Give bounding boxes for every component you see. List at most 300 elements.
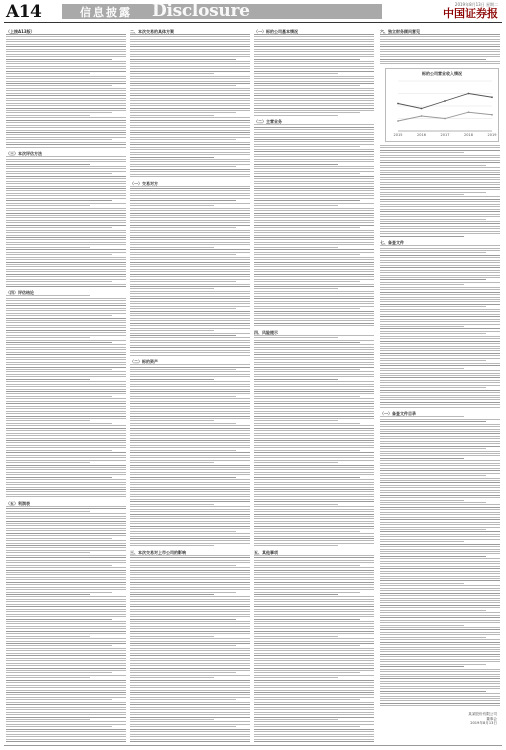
- text-line: [6, 734, 126, 735]
- text-line: [6, 729, 126, 730]
- text-line: [254, 237, 374, 238]
- text-line: [6, 685, 126, 686]
- text-line: [380, 377, 500, 378]
- text-line: [380, 324, 500, 325]
- text-line: [254, 707, 374, 708]
- text-line: [130, 709, 250, 710]
- text-line: [6, 362, 126, 363]
- text-line: [130, 721, 250, 722]
- text-line: [254, 509, 374, 510]
- text-line: [254, 293, 374, 294]
- text-line: [380, 314, 500, 315]
- text-line: [380, 546, 500, 547]
- text-line: [380, 223, 500, 224]
- text-line: [254, 391, 374, 392]
- text-line: [254, 239, 374, 240]
- text-line: [6, 401, 126, 402]
- text-line: [6, 220, 126, 221]
- text-line: [6, 672, 112, 673]
- text-line: [6, 494, 126, 495]
- text-line: [380, 328, 500, 329]
- text-line: [6, 122, 126, 123]
- text-line: [130, 73, 214, 74]
- text-line: [254, 342, 360, 343]
- text-line: [130, 672, 236, 673]
- text-line: [6, 313, 126, 314]
- text-line: [130, 130, 250, 131]
- text-line: [130, 719, 214, 720]
- text-line: [130, 161, 250, 162]
- text-line: [380, 275, 500, 276]
- text-line: [254, 144, 374, 145]
- text-line: [130, 239, 250, 240]
- text-line: [130, 621, 250, 622]
- text-line: [130, 577, 250, 578]
- text-line: [254, 103, 374, 104]
- text-line: [254, 178, 374, 179]
- text-line: [130, 279, 250, 280]
- text-line: [130, 291, 250, 292]
- text-line: [254, 68, 374, 69]
- text-line: [6, 616, 126, 617]
- text-line: [130, 628, 250, 629]
- data-point: [421, 108, 423, 110]
- text-line: [254, 247, 338, 248]
- text-line: [6, 36, 126, 37]
- text-line: [254, 447, 374, 448]
- text-line: [254, 132, 374, 133]
- text-line: [6, 144, 126, 145]
- text-line: [380, 331, 500, 332]
- text-line: [130, 460, 250, 461]
- text-line: [130, 120, 250, 121]
- line-chart: [385, 68, 499, 142]
- text-line: [130, 717, 250, 718]
- text-line: [6, 482, 126, 483]
- text-line: [380, 404, 500, 405]
- text-line: [254, 115, 338, 116]
- text-line: [130, 88, 250, 89]
- text-line: [380, 490, 500, 491]
- text-line: [6, 205, 90, 206]
- text-line: [254, 641, 374, 642]
- text-line: [130, 127, 250, 128]
- text-line: [380, 541, 464, 542]
- text-line: [254, 670, 374, 671]
- text-line: [130, 333, 250, 334]
- text-line: [380, 214, 500, 215]
- text-line: [254, 734, 374, 735]
- text-line: [6, 606, 126, 607]
- text-line: [6, 41, 126, 42]
- text-line: [254, 445, 374, 446]
- text-line: [254, 487, 374, 488]
- text-line: [130, 702, 250, 703]
- text-line: [130, 631, 250, 632]
- text-line: [254, 717, 374, 718]
- chart-plot: [386, 69, 498, 141]
- text-line: [254, 110, 374, 111]
- text-line: [254, 188, 374, 189]
- text-line: [254, 34, 374, 35]
- text-line: [380, 458, 464, 459]
- text-line: [254, 609, 374, 610]
- text-line: [254, 176, 374, 177]
- text-line: [380, 637, 486, 638]
- text-line: [130, 653, 250, 654]
- text-line: [254, 611, 374, 612]
- text-line: [380, 292, 500, 293]
- text-line: [254, 335, 374, 336]
- text-line: [380, 49, 500, 50]
- text-line: [254, 281, 360, 282]
- text-line: [130, 557, 250, 558]
- text-line: [254, 741, 374, 742]
- text-line: [254, 709, 374, 710]
- text-line: [254, 139, 374, 140]
- text-line: [130, 274, 250, 275]
- text-line: [6, 54, 126, 55]
- text-line: [6, 489, 126, 490]
- text-line: [380, 507, 500, 508]
- text-line: [130, 384, 250, 385]
- text-line: [6, 217, 126, 218]
- text-line: [130, 352, 250, 353]
- text-line: [6, 381, 126, 382]
- text-line: [254, 428, 374, 429]
- text-line: [380, 226, 500, 227]
- text-line: [6, 428, 126, 429]
- text-line: [380, 299, 500, 300]
- text-line: [380, 282, 500, 283]
- text-line: [254, 699, 360, 700]
- text-line: [130, 579, 250, 580]
- text-line: [380, 602, 500, 603]
- text-line: [254, 430, 374, 431]
- text-line: [6, 623, 126, 624]
- text-line: [254, 257, 374, 258]
- text-line: [6, 460, 126, 461]
- text-line: [130, 570, 250, 571]
- text-line: [130, 195, 250, 196]
- text-line: [130, 489, 250, 490]
- text-line: [380, 343, 500, 344]
- text-line: [130, 406, 250, 407]
- text-line: [130, 115, 214, 116]
- text-line: [130, 396, 236, 397]
- text-line: [6, 181, 126, 182]
- text-line: [130, 264, 250, 265]
- text-line: [130, 712, 250, 713]
- text-line: [254, 574, 374, 575]
- text-line: [6, 712, 126, 713]
- text-line: [254, 633, 374, 634]
- text-line: [380, 514, 500, 515]
- text-line: [130, 139, 236, 140]
- text-line: [254, 190, 374, 191]
- text-line: [254, 286, 374, 287]
- text-line: [6, 349, 126, 350]
- text-line: [254, 325, 374, 326]
- text-line: [6, 193, 126, 194]
- text-line: [130, 342, 250, 343]
- text-line: [380, 51, 500, 52]
- data-point: [444, 118, 446, 120]
- text-line: [6, 518, 126, 519]
- text-line: [6, 242, 126, 243]
- text-line: [380, 358, 500, 359]
- text-line: [6, 281, 112, 282]
- text-line: [6, 552, 90, 553]
- text-line: [130, 582, 250, 583]
- text-line: [130, 230, 250, 231]
- text-line: [254, 264, 374, 265]
- text-line: [380, 56, 500, 57]
- text-line: [130, 545, 214, 546]
- text-line: [130, 56, 250, 57]
- text-line: [6, 262, 126, 263]
- text-line: [380, 194, 464, 195]
- text-line: [380, 451, 500, 452]
- text-line: [130, 398, 250, 399]
- section-heading: （四）评估结论: [6, 290, 34, 296]
- text-line: [380, 36, 500, 37]
- text-line: [6, 528, 126, 529]
- section-heading: 五、其他事项: [254, 549, 278, 555]
- text-line: [380, 669, 500, 670]
- text-line: [254, 105, 374, 106]
- text-line: [6, 93, 126, 94]
- text-line: [6, 305, 126, 306]
- text-line: [254, 44, 374, 45]
- text-line: [6, 572, 126, 573]
- text-line: [254, 565, 360, 566]
- text-line: [254, 416, 374, 417]
- text-line: [6, 83, 126, 84]
- text-line: [254, 636, 338, 637]
- text-line: [6, 374, 126, 375]
- text-line: [130, 731, 250, 732]
- text-line: [380, 265, 500, 266]
- text-line: [254, 108, 374, 109]
- text-line: [6, 413, 126, 414]
- text-line: [380, 245, 500, 246]
- text-line: [380, 145, 500, 146]
- text-line: [380, 172, 500, 173]
- text-line: [6, 547, 126, 548]
- text-line: [380, 524, 500, 525]
- text-line: [6, 208, 126, 209]
- text-line: [6, 76, 126, 77]
- text-line: [130, 249, 250, 250]
- text-line: [254, 349, 374, 350]
- text-line: [130, 433, 250, 434]
- text-line: [130, 560, 250, 561]
- text-line: [6, 203, 126, 204]
- text-line: [130, 509, 250, 510]
- text-line: [130, 303, 250, 304]
- text-line: [6, 731, 126, 732]
- text-line: [254, 311, 374, 312]
- text-line: [6, 286, 126, 287]
- text-line: [6, 117, 126, 118]
- text-line: [380, 338, 500, 339]
- text-line: [254, 36, 374, 37]
- text-line: [6, 435, 126, 436]
- text-line: [130, 374, 250, 375]
- text-line: [380, 642, 500, 643]
- text-line: [130, 376, 250, 377]
- text-line: [254, 266, 374, 267]
- text-line: [6, 721, 126, 722]
- text-line: [130, 318, 250, 319]
- text-line: [254, 450, 360, 451]
- text-line: [254, 702, 374, 703]
- text-line: [130, 308, 236, 309]
- text-line: [6, 161, 126, 162]
- text-line: [254, 685, 374, 686]
- text-line: [254, 59, 360, 60]
- text-line: [254, 164, 338, 165]
- text-line: [254, 592, 360, 593]
- text-line: [6, 249, 126, 250]
- text-line: [380, 634, 500, 635]
- text-line: [130, 105, 250, 106]
- text-line: [6, 340, 126, 341]
- text-line: [380, 155, 500, 156]
- text-line: [130, 685, 250, 686]
- text-line: [6, 396, 112, 397]
- text-line: [380, 534, 500, 535]
- text-line: [130, 699, 236, 700]
- text-line: [130, 117, 250, 118]
- text-line: [130, 638, 250, 639]
- text-line: [130, 690, 250, 691]
- text-line: [130, 540, 250, 541]
- text-line: [254, 217, 374, 218]
- text-line: [254, 614, 374, 615]
- text-line: [130, 496, 250, 497]
- text-line: [380, 512, 500, 513]
- text-line: [380, 544, 500, 545]
- text-line: [254, 403, 374, 404]
- text-line: [254, 677, 338, 678]
- text-line: [6, 411, 126, 412]
- text-line: [380, 568, 500, 569]
- text-line: [254, 619, 360, 620]
- text-line: [254, 374, 374, 375]
- text-line: [254, 344, 374, 345]
- text-line: [6, 173, 112, 174]
- page-number: A14: [6, 2, 42, 22]
- text-line: [130, 623, 250, 624]
- text-line: [6, 447, 126, 448]
- text-line: [254, 242, 374, 243]
- text-line: [380, 700, 500, 701]
- text-line: [380, 211, 500, 212]
- text-line: [254, 538, 374, 539]
- text-line: [254, 100, 374, 101]
- text-line: [6, 230, 126, 231]
- text-line: [254, 526, 374, 527]
- text-line: [130, 697, 250, 698]
- text-line: [6, 430, 126, 431]
- text-line: [254, 536, 374, 537]
- section-title-en: Disclosure: [152, 1, 250, 21]
- text-line: [254, 61, 374, 62]
- text-line: [6, 719, 90, 720]
- text-line: [130, 171, 250, 172]
- text-line: [130, 393, 250, 394]
- text-line: [6, 587, 126, 588]
- text-line: [380, 326, 464, 327]
- text-line: [254, 181, 374, 182]
- text-line: [130, 213, 250, 214]
- text-line: [380, 46, 500, 47]
- text-line: [380, 380, 500, 381]
- text-line: [6, 511, 90, 512]
- text-line: [380, 654, 500, 655]
- text-line: [6, 39, 126, 40]
- text-line: [130, 125, 250, 126]
- text-line: [130, 425, 250, 426]
- text-line: [130, 247, 214, 248]
- text-line: [380, 248, 500, 249]
- text-line: [130, 633, 250, 634]
- text-line: [254, 687, 374, 688]
- text-line: [254, 166, 374, 167]
- text-line: [130, 340, 250, 341]
- text-line: [254, 623, 374, 624]
- text-line: [130, 323, 250, 324]
- text-line: [254, 95, 374, 96]
- text-line: [380, 625, 464, 626]
- text-line: [380, 688, 500, 689]
- text-line: [254, 523, 374, 524]
- text-line: [6, 183, 126, 184]
- text-line: [254, 582, 374, 583]
- text-line: [380, 336, 500, 337]
- text-line: [6, 63, 126, 64]
- text-line: [6, 648, 126, 649]
- text-line: [380, 705, 500, 706]
- text-line: [130, 293, 250, 294]
- text-line: [130, 445, 250, 446]
- text-line: [6, 325, 126, 326]
- text-line: [130, 531, 236, 532]
- text-line: [380, 703, 500, 704]
- text-line: [380, 355, 500, 356]
- text-line: [254, 511, 374, 512]
- text-line: [130, 501, 250, 502]
- text-line: [6, 257, 126, 258]
- text-line: [254, 692, 374, 693]
- text-line: [254, 433, 374, 434]
- text-line: [6, 516, 126, 517]
- text-line: [380, 152, 464, 153]
- text-line: [254, 489, 374, 490]
- text-line: [130, 190, 250, 191]
- text-line: [130, 391, 250, 392]
- text-line: [380, 661, 500, 662]
- text-line: [380, 509, 500, 510]
- text-line: [6, 103, 126, 104]
- text-line: [130, 330, 214, 331]
- text-line: [254, 127, 374, 128]
- text-line: [6, 200, 112, 201]
- text-line: [380, 204, 500, 205]
- text-line: [254, 599, 374, 600]
